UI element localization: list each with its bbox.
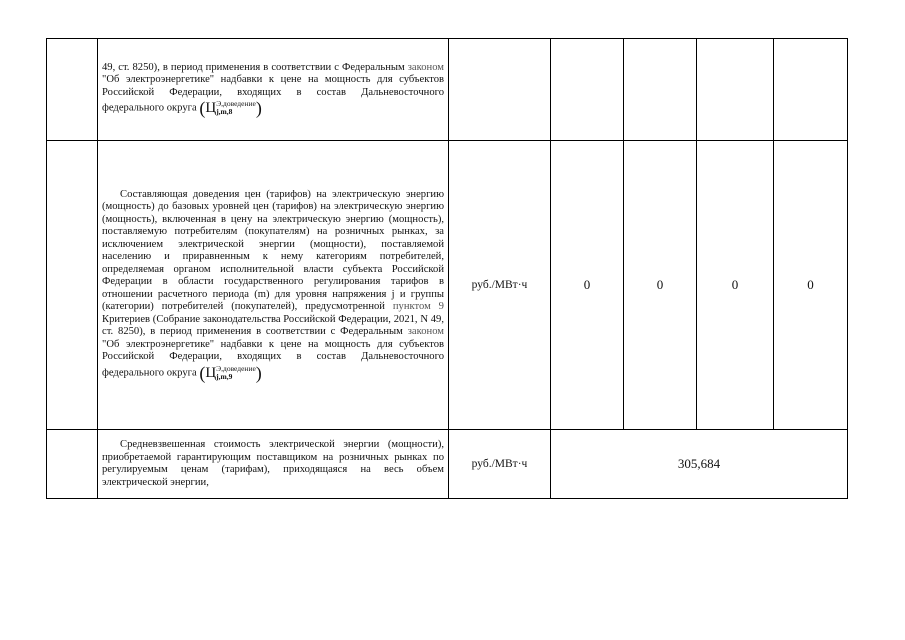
description-text (98, 60, 448, 120)
value-cell (624, 39, 697, 141)
formula-letter: Ц (205, 364, 217, 381)
text-segment: Составляющая доведения цен (тарифов) на электрическую энергию (мощность) до базовых уровней цен (тарифов) на электрическую энергию (мощность), включенная в цену на электрическую энергию (мощность), поставляемую потребителям (покупателям) на розничных рынках, за исключением электрической энергии (мощности), поставляемой населению и приравненным к нему категориям потребителей, определяемая органом исполнительной власти субъекта Российской Федерации в области государственного регулирования тарифов в отношении расчетного периода (m) для уровня напряжения j и группы (категории) потребителей (покупателей), предусмотренной (102, 188, 444, 312)
text-line: Федеральным (341, 61, 408, 73)
formula-subscript: j,m,9 (216, 371, 233, 381)
formula-superscript: Э,доведение (216, 363, 256, 373)
table-row (47, 39, 848, 141)
unit-cell: руб./МВт·ч (449, 141, 551, 430)
value-cell: 0 (774, 141, 848, 430)
description-text (98, 187, 448, 384)
value-cell (551, 39, 624, 141)
merged-value-cell: 305,684 (551, 430, 848, 499)
text-line: цене на мощность для субъектов Российской Федерации, (102, 74, 444, 98)
value-cell (697, 39, 774, 141)
unit-cell: руб./МВт·ч (449, 430, 551, 499)
value-cell: 0 (551, 141, 624, 430)
text-line: "Об электроэнергетике" надбавки к (102, 74, 275, 86)
text-line: округа (166, 102, 197, 114)
law-link[interactable]: законом (407, 326, 444, 337)
law-link[interactable]: законом (407, 61, 444, 73)
row-number-cell (47, 141, 98, 430)
formula-subscript: j,m,8 (216, 107, 233, 117)
formula-symbol: (Ц Э,доведение j,m,9 ) (199, 362, 262, 383)
value-cell (774, 39, 848, 141)
formula-symbol: (Ц Э,доведение j,m,8 ) (199, 98, 262, 119)
formula-letter: Ц (205, 100, 217, 116)
row-number-cell (47, 430, 98, 499)
formula-superscript: Э,доведение (216, 99, 256, 109)
tariff-table (46, 38, 848, 499)
unit-cell (449, 39, 551, 141)
text-segment: "Об электроэнергетике" надбавки к цене на мощность для субъектов Российской Федерации, входящих в состав Дальневосточного федерального округа (102, 338, 444, 378)
description-cell (98, 39, 449, 141)
description-cell (98, 141, 449, 430)
text-segment: Критериев (Собрание законодательства Российской Федерации, 2021, N 49, ст. 8250), в период применения в соответствии с Федеральным (102, 313, 444, 337)
row-number-cell (47, 39, 98, 141)
table-row (47, 430, 848, 499)
table-row (47, 141, 848, 430)
description-text: Средневзвешенная стоимость электрической энергии (мощности), приобретаемой гарантирующим поставщиком на розничных рынках по регулируемым ценам (тарифам), приходящаяся на весь объем электрической энергии, (102, 439, 444, 488)
description-cell (98, 430, 449, 499)
text-line: входящих в состав Дальневосточного федерального (102, 86, 444, 114)
text-line: 49, ст. 8250), в период применения в соответствии с (102, 61, 339, 73)
value-cell: 0 (697, 141, 774, 430)
clause-link[interactable]: пунктом 9 (392, 301, 444, 312)
value-cell: 0 (624, 141, 697, 430)
